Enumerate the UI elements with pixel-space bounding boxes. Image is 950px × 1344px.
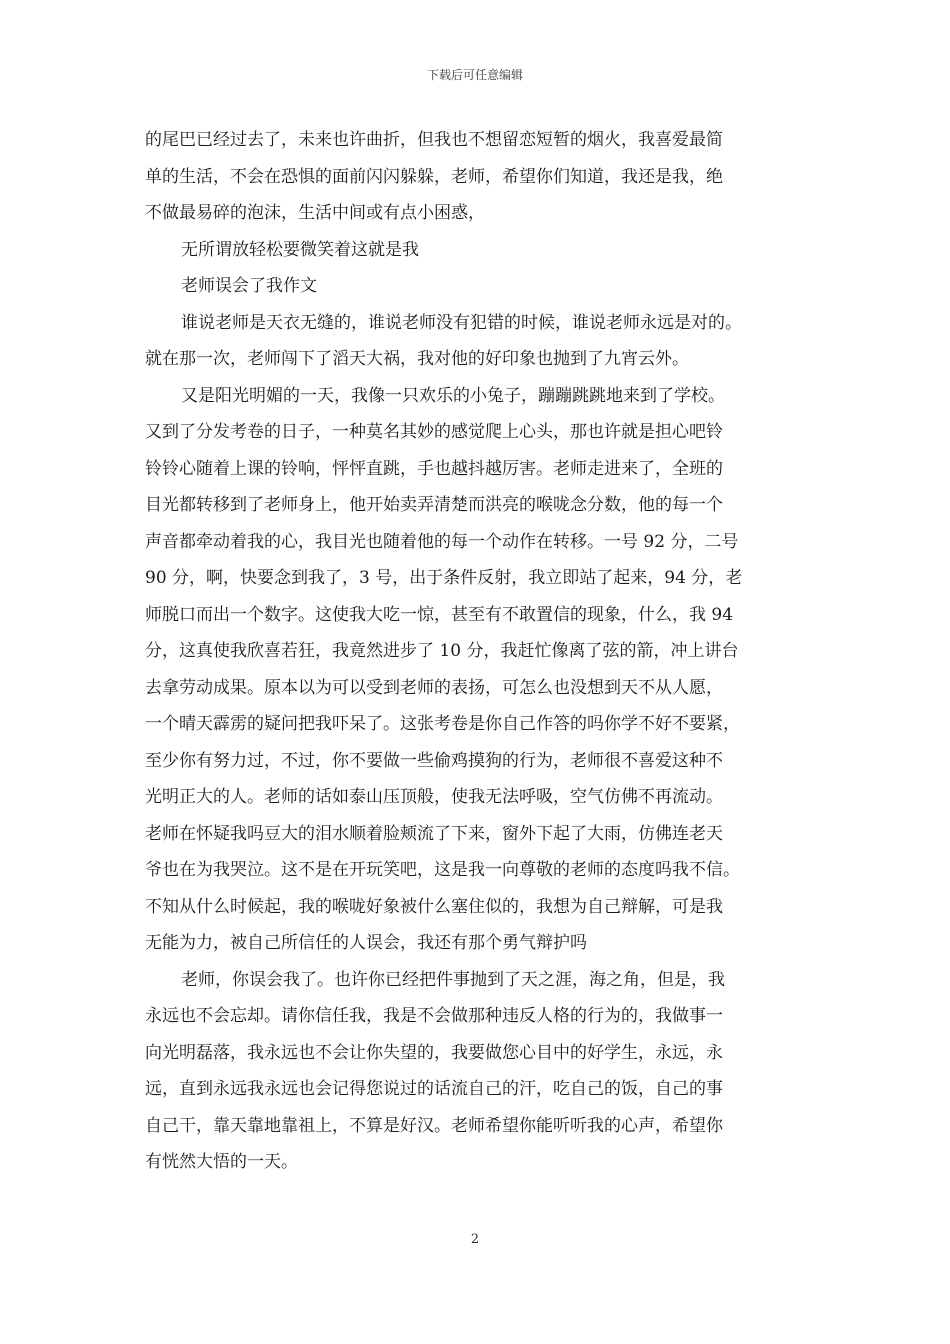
text-line: 铃铃心随着上课的铃响，怦怦直跳，手也越抖越厉害。老师走进来了，全班的 bbox=[145, 458, 723, 479]
text-line: 的尾巴已经过去了，未来也许曲折，但我也不想留恋短暂的烟火，我喜爱最简 bbox=[145, 130, 723, 150]
text-line: 去拿劳动成果。原本以为可以受到老师的表扬，可怎么也没想到天不从人愿， bbox=[145, 677, 723, 698]
text-line: 就在那一次，老师闯下了滔天大祸，我对他的好印象也抛到了九宵云外。 bbox=[145, 349, 689, 369]
text-line: 声音都牵动着我的心，我目光也随着他的每一个动作在转移。一号 92 分，二号 bbox=[145, 531, 739, 552]
text-line: 无能为力，被自己所信任的人误会，我还有那个勇气辩护吗 bbox=[145, 933, 587, 953]
text-line: 老师，你误会我了。也许你已经把件事抛到了天之涯，海之角，但是，我 bbox=[181, 969, 725, 990]
document-body bbox=[145, 122, 809, 1181]
text-line: 老师在怀疑我吗豆大的泪水顺着脸颊流了下来，窗外下起了大雨，仿佛连老天 bbox=[145, 823, 723, 844]
text-line: 又到了分发考卷的日子，一种莫名其妙的感觉爬上心头，那也许就是担心吧铃 bbox=[145, 422, 723, 442]
text-line: 向光明磊落，我永远也不会让你失望的，我要做您心目中的好学生，永远，永 bbox=[145, 1042, 723, 1063]
text-line: 分，这真使我欣喜若狂，我竟然进步了 10 分，我赶忙像离了弦的箭，冲上讲台 bbox=[145, 641, 739, 661]
text-line: 不做最易碎的泡沫，生活中间或有点小困惑， bbox=[145, 203, 485, 223]
text-line: 一个晴天霹雳的疑问把我吓呆了。这张考卷是你自己作答的吗你学不好不要紧， bbox=[145, 714, 740, 734]
text-line: 爷也在为我哭泣。这不是在开玩笑吧，这是我一向尊敬的老师的态度吗我不信。 bbox=[145, 860, 740, 880]
text-line: 有恍然大悟的一天。 bbox=[145, 1152, 298, 1172]
text-line: 谁说老师是天衣无缝的，谁说老师没有犯错的时候，谁说老师永远是对的。 bbox=[181, 312, 742, 333]
text-line: 远，直到永远我永远也会记得您说过的话流自己的汗，吃自己的饭，自己的事 bbox=[145, 1079, 723, 1099]
text-line: 不知从什么时候起，我的喉咙好象被什么塞住似的，我想为自己辩解，可是我 bbox=[145, 896, 723, 917]
text-line: 老师误会了我作文 bbox=[181, 276, 317, 296]
text-line: 至少你有努力过，不过，你不要做一些偷鸡摸狗的行为，老师很不喜爱这种不 bbox=[145, 750, 723, 771]
text-line: 90 分，啊，快要念到我了，3 号，出于条件反射，我立即站了起来，94 分，老 bbox=[145, 568, 743, 588]
text-line: 目光都转移到了老师身上，他开始卖弄清楚而洪亮的喉咙念分数，他的每一个 bbox=[145, 495, 723, 515]
page-number: 2 bbox=[470, 1232, 480, 1247]
page-header: 下载后可任意编辑 bbox=[426, 68, 523, 82]
text-line: 又是阳光明媚的一天，我像一只欢乐的小兔子，蹦蹦跳跳地来到了学校。 bbox=[181, 385, 725, 406]
text-line: 单的生活，不会在恐惧的面前闪闪躲躲，老师，希望你们知道，我还是我，绝 bbox=[145, 166, 723, 187]
text-line: 无所谓放轻松要微笑着这就是我 bbox=[181, 239, 419, 260]
text-line: 自己干，靠天靠地靠祖上，不算是好汉。老师希望你能听听我的心声，希望你 bbox=[145, 1115, 723, 1136]
text-line: 永远也不会忘却。请你信任我，我是不会做那种违反人格的行为的，我做事一 bbox=[145, 1006, 723, 1026]
text-line: 光明正大的人。老师的话如泰山压顶般，使我无法呼吸，空气仿佛不再流动。 bbox=[145, 787, 723, 807]
text-line: 师脱口而出一个数字。这使我大吃一惊，甚至有不敢置信的现象，什么，我 94 bbox=[145, 604, 734, 625]
